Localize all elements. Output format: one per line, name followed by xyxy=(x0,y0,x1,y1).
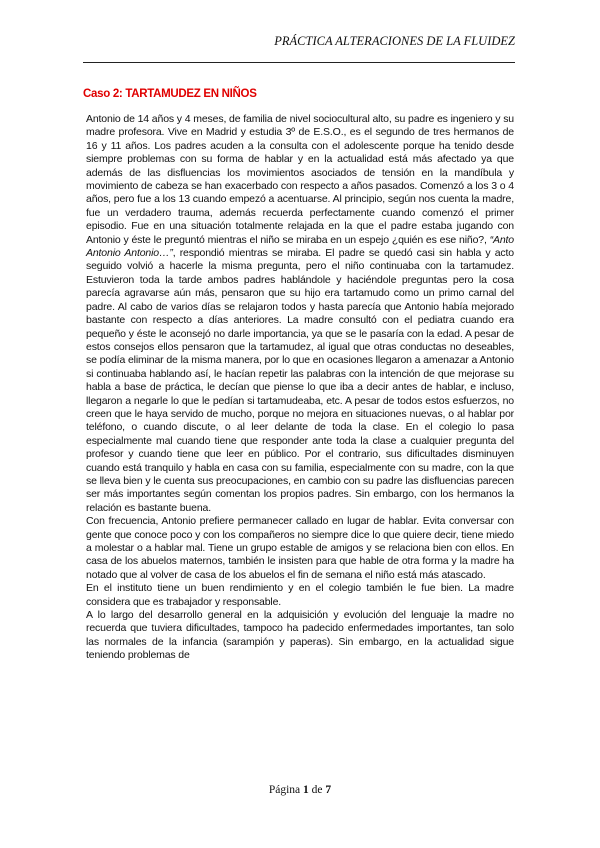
paragraph-1-quote: “Anto Antonio Antonio…” xyxy=(86,233,514,260)
case-body xyxy=(86,113,514,663)
paragraph-1-text-b: , respondió mientras se miraba. El padre se quedó casi sin habla y acto seguido volvió a hacerle la misma pregunta, pero el niño continuaba con la tartamudez. Estuvieron toda la tarde ambos padres hablándole y haciéndole preguntas pero la cosa parecía agravarse aún más, pensaron que su hijo era tartamudo como un primo carnal del padre. Al cabo de varios días se relajaron todos y hasta parecía que Antonio había mejorado bastante con respecto a días anteriores. La madre consultó con el pediatra cuando era pequeño y éste le aconsejó no darle importancia, ya que se le pasaría con la edad. A pesar de estos consejos ellos pensaron que la tartamudez, al igual que otras conductas no deseables, se podía eliminar de la misma manera, por lo que en ocasiones llegaron a amenazar a Antonio si continuaba hablando así, le hacían repetir las palabras con la intención de que mejorase su habla a base de práctica, le decían que piense lo que iba a decir antes de hablar, e incluso, llegaron a negarle lo que le pedían si tartamudeaba, etc. A pesar de todos estos esfuerzos, no creen que le haya servido de mucho, porque no mejora en situaciones nuevas, o al hablar por teléfono, o cuando discute, o al leer delante de toda la clase. En el colegio lo pasa especialmente mal cuando tiene que responder ante toda la clase a cualquier pregunta del profesor y cuando tiene que leer en público. Por el contrario, sus dificultades disminuyen cuando está tranquilo y habla en casa con su familia, especialmente con su madre, con la que se lleva bien y le cuenta sus preocupaciones, en cambio con su padre las disfluencias parecen ser más importantes según comentan los propios padres. Sin embargo, con los hermanos la relación es bastante buena. xyxy=(86,247,514,514)
paragraph-2: Con frecuencia, Antonio prefiere permanecer callado en lugar de hablar. Evita conversar con gente que conoce poco y con los compañeros no siempre dice lo que quiere decir, tiene miedo a molestar o a hablar mal. Tiene un grupo estable de amigos y se relaciona bien con ellos. En casa de los abuelos maternos, también le insisten para que hable de otra forma y la madre ha notado que al volver de casa de los abuelos el fin de semana el niño está más atascado. xyxy=(86,515,514,581)
paragraph-1 xyxy=(86,113,514,515)
page-label: Página xyxy=(268,784,301,796)
page-total: 7 xyxy=(325,784,332,796)
paragraph-1-text-a: Antonio de 14 años y 4 meses, de familia de nivel sociocultural alto, su padre es ingeniero y su madre profesora. Vive en Madrid y estudia 3º de E.S.O., es el segundo de tres hermanos de 16 y 11 años. Los padres acuden a la consulta con el adolescente porque ha tenido desde siempre problemas con su forma de hablar y en la actualidad está más afectado ya que además de las disfluencias los movimientos asociados de tensión en la mandíbula y movimiento de cabeza se han exacerbado con respecto a años pasados. Comenzó a los 3 o 4 años, pero fue a los 13 cuando empezó a acentuarse. Al principio, según nos cuenta la madre, fue un verdadero trauma, además recuerda perfectamente cuando comenzó el primer episodio. Fue en una situación totalmente relajada en la que el padre estaba jugando con Antonio y éste le preguntó mientras el niño se miraba en un espejo ¿quién es ese niño?, xyxy=(86,113,514,246)
paragraph-3: En el instituto tiene un buen rendimiento y en el colegio también le fue bien. La madre considera que es trabajador y responsable. xyxy=(86,582,514,608)
page-footer xyxy=(0,784,600,796)
case-title: Caso 2: TARTAMUDEZ EN NIÑOS xyxy=(83,88,257,100)
paragraph-4: A lo largo del desarrollo general en la adquisición y evolución del lenguaje la madre no recuerda que tuviera dificultades, tampoco ha padecido enfermedades importantes, tan solo las normales de la infancia (sarampión y paperas). Sin embargo, en la actualidad sigue teniendo problemas de xyxy=(86,609,514,662)
header-divider xyxy=(83,62,515,63)
page-current: 1 xyxy=(303,784,309,796)
running-header: PRÁCTICA ALTERACIONES DE LA FLUIDEZ xyxy=(274,34,515,48)
page-separator: de xyxy=(311,784,323,796)
